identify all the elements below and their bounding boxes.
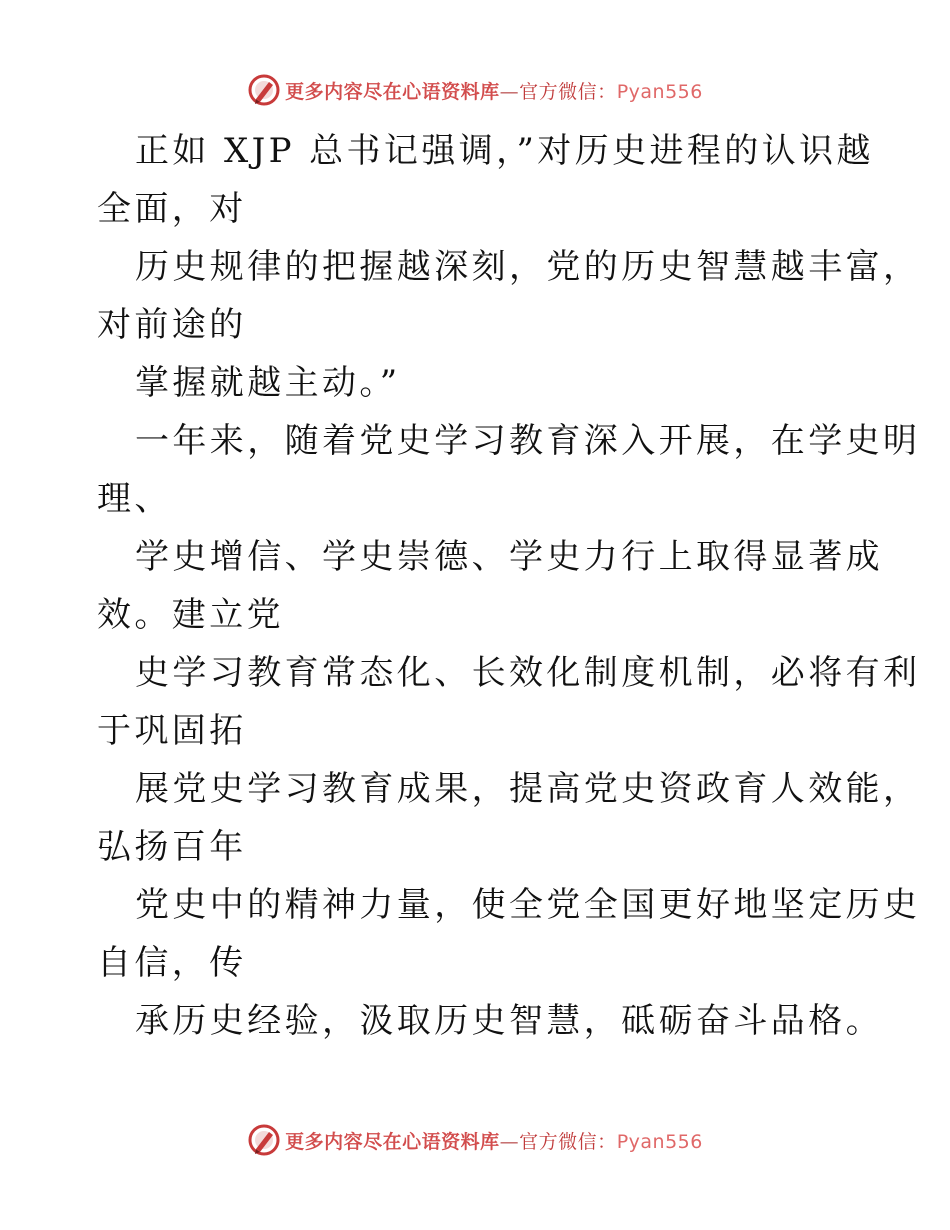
pen-logo-icon [247, 73, 281, 107]
body-line: 一年来，随着党史学习教育深入开展，在学史明 [135, 421, 921, 461]
body-line: 对前途的 [97, 305, 247, 345]
header-banner-separator: — [499, 80, 520, 103]
header-banner-wechat-id: Pyan556 [616, 80, 703, 103]
body-line: 效。建立党 [97, 595, 284, 635]
footer-banner-separator: — [499, 1130, 520, 1153]
footer-banner-wechat-id: Pyan556 [616, 1130, 703, 1153]
body-line: 史学习教育常态化、长效化制度机制，必将有利 [135, 653, 921, 693]
body-line: 自信，传 [97, 943, 247, 983]
body-line: 正如 XJP 总书记强调，”对历史进程的认识越 [135, 131, 874, 171]
header-banner-text [285, 77, 703, 104]
header-banner-wechat-label: 官方微信： [519, 80, 617, 103]
body-line: 展党史学习教育成果，提高党史资政育人效能， [135, 769, 921, 809]
body-line: 弘扬百年 [97, 827, 247, 867]
body-line: 党史中的精神力量，使全党全国更好地坚定历史 [135, 885, 921, 925]
body-line: 掌握就越主动。” [135, 363, 401, 403]
body-line: 历史规律的把握越深刻，党的历史智慧越丰富， [135, 247, 921, 287]
footer-banner-text [285, 1127, 703, 1154]
header-banner-main: 更多内容尽在心语资料库 [285, 80, 500, 103]
header-banner [0, 70, 950, 110]
footer-banner [0, 1120, 950, 1160]
footer-banner-wechat-label: 官方微信： [519, 1130, 617, 1153]
pen-logo-icon [247, 1123, 281, 1157]
body-line: 全面，对 [97, 189, 247, 229]
body-line: 学史增信、学史崇德、学史力行上取得显著成 [135, 537, 883, 577]
body-line: 承历史经验，汲取历史智慧，砥砺奋斗品格。 [135, 1001, 883, 1041]
body-line: 理、 [97, 479, 172, 519]
body-line: 于巩固拓 [97, 711, 247, 751]
document-body [97, 122, 921, 1050]
footer-banner-main: 更多内容尽在心语资料库 [285, 1130, 500, 1153]
